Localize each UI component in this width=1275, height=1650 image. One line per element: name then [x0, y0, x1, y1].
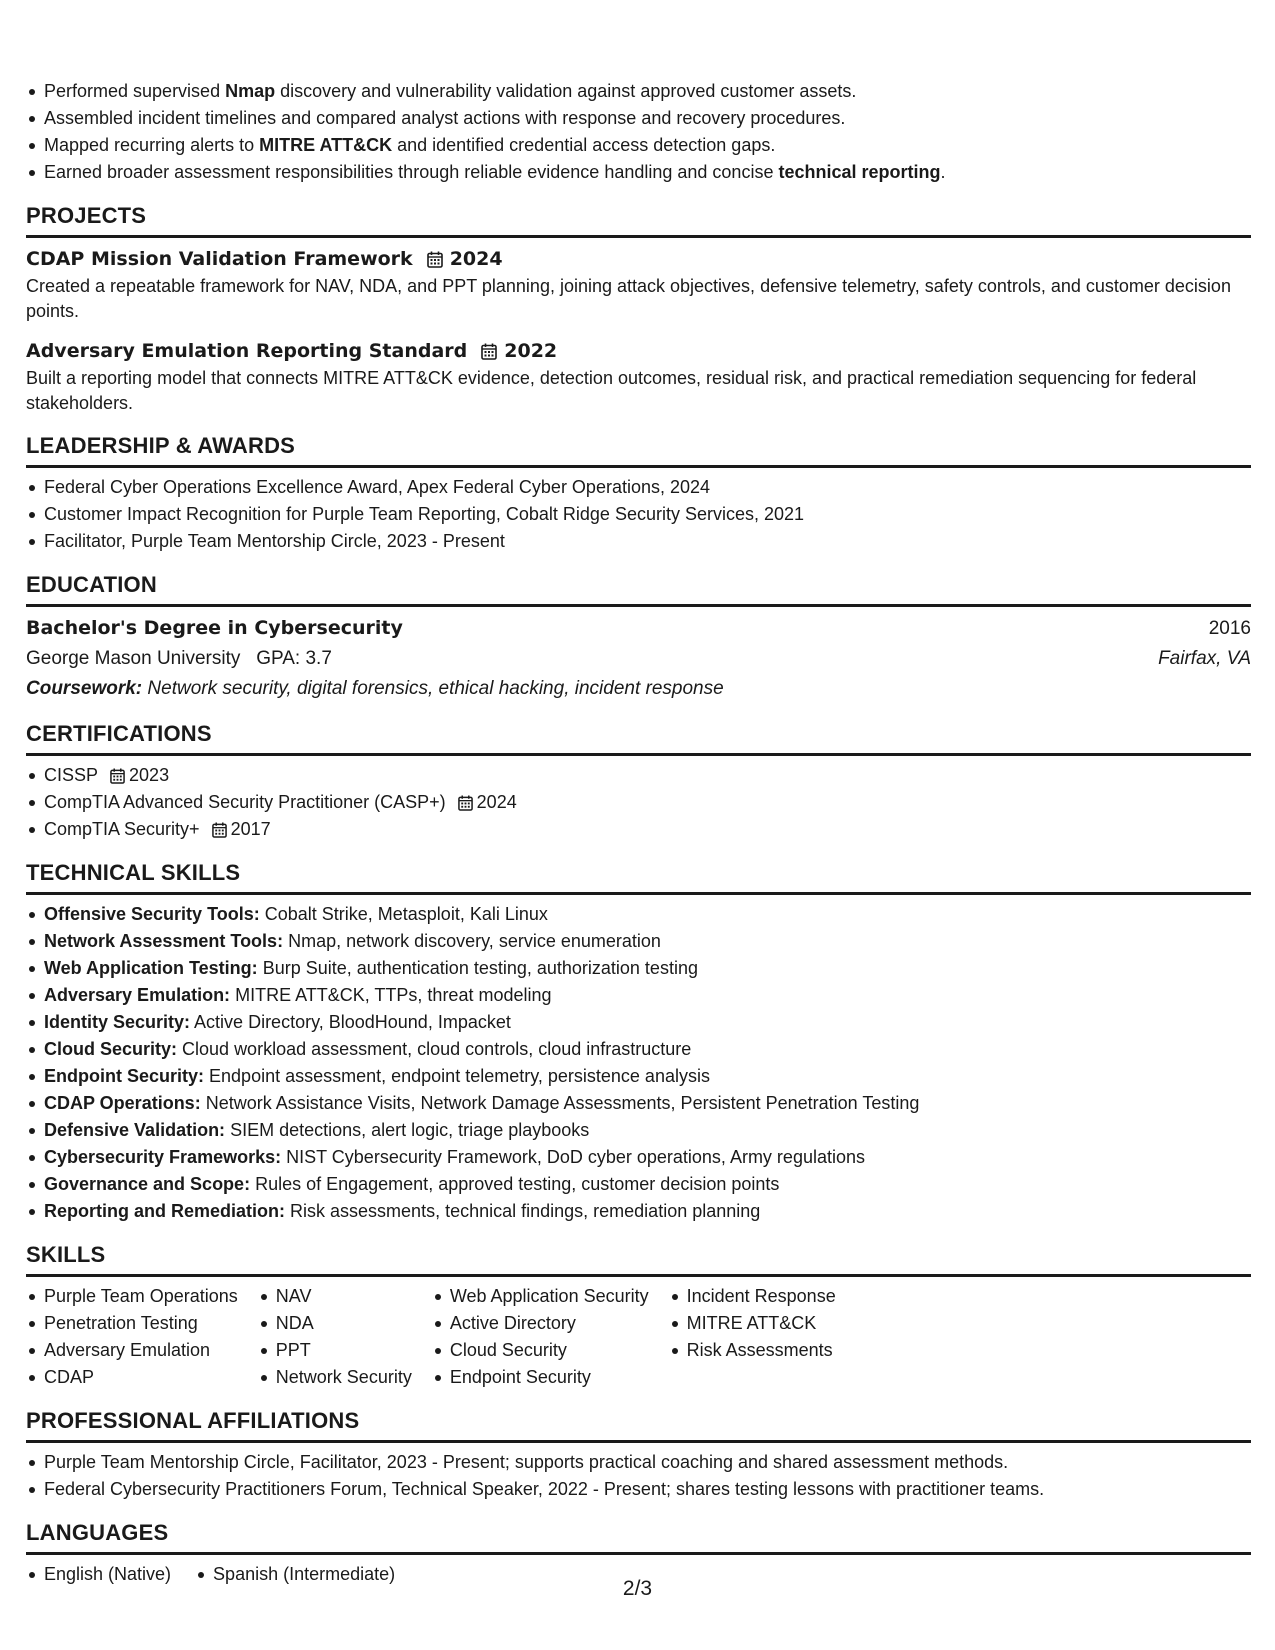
- list-item: English (Native): [26, 1561, 171, 1588]
- skills-section: [26, 1241, 1251, 1391]
- list-item: Network Security: [258, 1364, 412, 1391]
- list-item: Offensive Security Tools: Cobalt Strike, Metasploit, Kali Linux: [26, 901, 1251, 928]
- section-title: EDUCATION: [26, 571, 1251, 607]
- location: Fairfax, VA: [1158, 648, 1251, 669]
- project-description: Built a reporting model that connects MITRE ATT&CK evidence, detection outcomes, residual risk, and practical remediation sequencing for federal stakeholders.: [26, 368, 1197, 413]
- list-item: Endpoint Security: [432, 1364, 649, 1391]
- list-item: Customer Impact Recognition for Purple Team Reporting, Cobalt Ridge Security Services, 2021: [26, 501, 1251, 528]
- list-item: Web Application Testing: Burp Suite, authentication testing, authorization testing: [26, 955, 1251, 982]
- coursework: Network security, digital forensics, ethical hacking, incident response: [147, 678, 724, 699]
- list-item: Network Assessment Tools: Nmap, network discovery, service enumeration: [26, 928, 1251, 955]
- projects-section: [26, 202, 1251, 416]
- list-item: Governance and Scope: Rules of Engagement, approved testing, customer decision points: [26, 1171, 1251, 1198]
- calendar-icon: [212, 822, 227, 838]
- section-title: PROJECTS: [26, 202, 1251, 238]
- list-item: Incident Response: [669, 1283, 836, 1310]
- project-description: Created a repeatable framework for NAV, NDA, and PPT planning, joining attack objectives, defensive telemetry, safety controls, and customer decision points.: [26, 276, 1231, 321]
- list-item: Penetration Testing: [26, 1310, 238, 1337]
- list-item: Earned broader assessment responsibilities through reliable evidence handling and concise technical reporting.: [26, 159, 1251, 186]
- section-title: LANGUAGES: [26, 1519, 1251, 1555]
- list-item: Cloud Security: [432, 1337, 649, 1364]
- affiliations-section: [26, 1407, 1251, 1503]
- list-item: Active Directory: [432, 1310, 649, 1337]
- list-item: NDA: [258, 1310, 412, 1337]
- list-item: NAV: [258, 1283, 412, 1310]
- list-item: Identity Security: Active Directory, BloodHound, Impacket: [26, 1009, 1251, 1036]
- education-section: [26, 571, 1251, 704]
- list-item: Cybersecurity Frameworks: NIST Cybersecurity Framework, DoD cyber operations, Army regulations: [26, 1144, 1251, 1171]
- list-item: Reporting and Remediation: Risk assessments, technical findings, remediation planning: [26, 1198, 1251, 1225]
- list-item: Endpoint Security: Endpoint assessment, endpoint telemetry, persistence analysis: [26, 1063, 1251, 1090]
- resume-page: [26, 78, 1251, 1588]
- skills-column: [432, 1283, 649, 1391]
- list-item: PPT: [258, 1337, 412, 1364]
- experience-bullets: [26, 78, 1251, 186]
- graduation-year: 2016: [1208, 618, 1251, 639]
- calendar-icon: [427, 251, 443, 268]
- project-name: Adversary Emulation Reporting Standard: [26, 340, 468, 362]
- list-item: Purple Team Operations: [26, 1283, 238, 1310]
- page-number: 2/3: [622, 1577, 653, 1600]
- list-item: CDAP: [26, 1364, 238, 1391]
- skills-column: [26, 1283, 238, 1391]
- list-item: Spanish (Intermediate): [195, 1561, 395, 1588]
- list-item: Adversary Emulation: [26, 1337, 238, 1364]
- list-item: Performed supervised Nmap discovery and vulnerability validation against approved customer assets.: [26, 78, 1251, 105]
- list-item: Federal Cybersecurity Practitioners Forum, Technical Speaker, 2022 - Present; shares testing lessons with practitioner teams.: [26, 1476, 1251, 1503]
- calendar-icon: [481, 343, 497, 360]
- list-item: CDAP Operations: Network Assistance Visits, Network Damage Assessments, Persistent Penetration Testing: [26, 1090, 1251, 1117]
- list-item: Facilitator, Purple Team Mentorship Circle, 2023 - Present: [26, 528, 1251, 555]
- project-item: [26, 336, 1251, 416]
- coursework-label: Coursework:: [26, 678, 143, 699]
- degree: Bachelor's Degree in Cybersecurity: [26, 617, 403, 639]
- skills-column: [669, 1283, 836, 1391]
- section-title: TECHNICAL SKILLS: [26, 859, 1251, 895]
- technical-skills-section: [26, 859, 1251, 1225]
- list-item: Adversary Emulation: MITRE ATT&CK, TTPs, threat modeling: [26, 982, 1251, 1009]
- certification-item: CompTIA Advanced Security Practitioner (CASP+) 2024: [26, 789, 1251, 816]
- list-item: Cloud Security: Cloud workload assessment, cloud controls, cloud infrastructure: [26, 1036, 1251, 1063]
- list-item: Purple Team Mentorship Circle, Facilitator, 2023 - Present; supports practical coaching and shared assessment methods.: [26, 1449, 1251, 1476]
- project-year: 2024: [449, 248, 503, 270]
- list-item: Assembled incident timelines and compared analyst actions with response and recovery procedures.: [26, 105, 1251, 132]
- certification-item: CompTIA Security+ 2017: [26, 816, 1251, 843]
- certifications-section: [26, 720, 1251, 843]
- school: George Mason University: [26, 648, 241, 669]
- leadership-section: [26, 432, 1251, 555]
- section-title: CERTIFICATIONS: [26, 720, 1251, 756]
- section-title: PROFESSIONAL AFFILIATIONS: [26, 1407, 1251, 1443]
- list-item: Federal Cyber Operations Excellence Award, Apex Federal Cyber Operations, 2024: [26, 474, 1251, 501]
- calendar-icon: [458, 795, 473, 811]
- project-year: 2022: [504, 340, 558, 362]
- list-item: MITRE ATT&CK: [669, 1310, 836, 1337]
- list-item: Mapped recurring alerts to MITRE ATT&CK and identified credential access detection gaps.: [26, 132, 1251, 159]
- section-title: SKILLS: [26, 1241, 1251, 1277]
- list-item: Defensive Validation: SIEM detections, alert logic, triage playbooks: [26, 1117, 1251, 1144]
- gpa: GPA: 3.7: [256, 648, 332, 669]
- calendar-icon: [110, 768, 125, 784]
- project-item: [26, 244, 1251, 324]
- certification-item: CISSP 2023: [26, 762, 1251, 789]
- list-item: Web Application Security: [432, 1283, 649, 1310]
- section-title: LEADERSHIP & AWARDS: [26, 432, 1251, 468]
- skills-column: [258, 1283, 412, 1391]
- list-item: Risk Assessments: [669, 1337, 836, 1364]
- project-name: CDAP Mission Validation Framework: [26, 248, 413, 270]
